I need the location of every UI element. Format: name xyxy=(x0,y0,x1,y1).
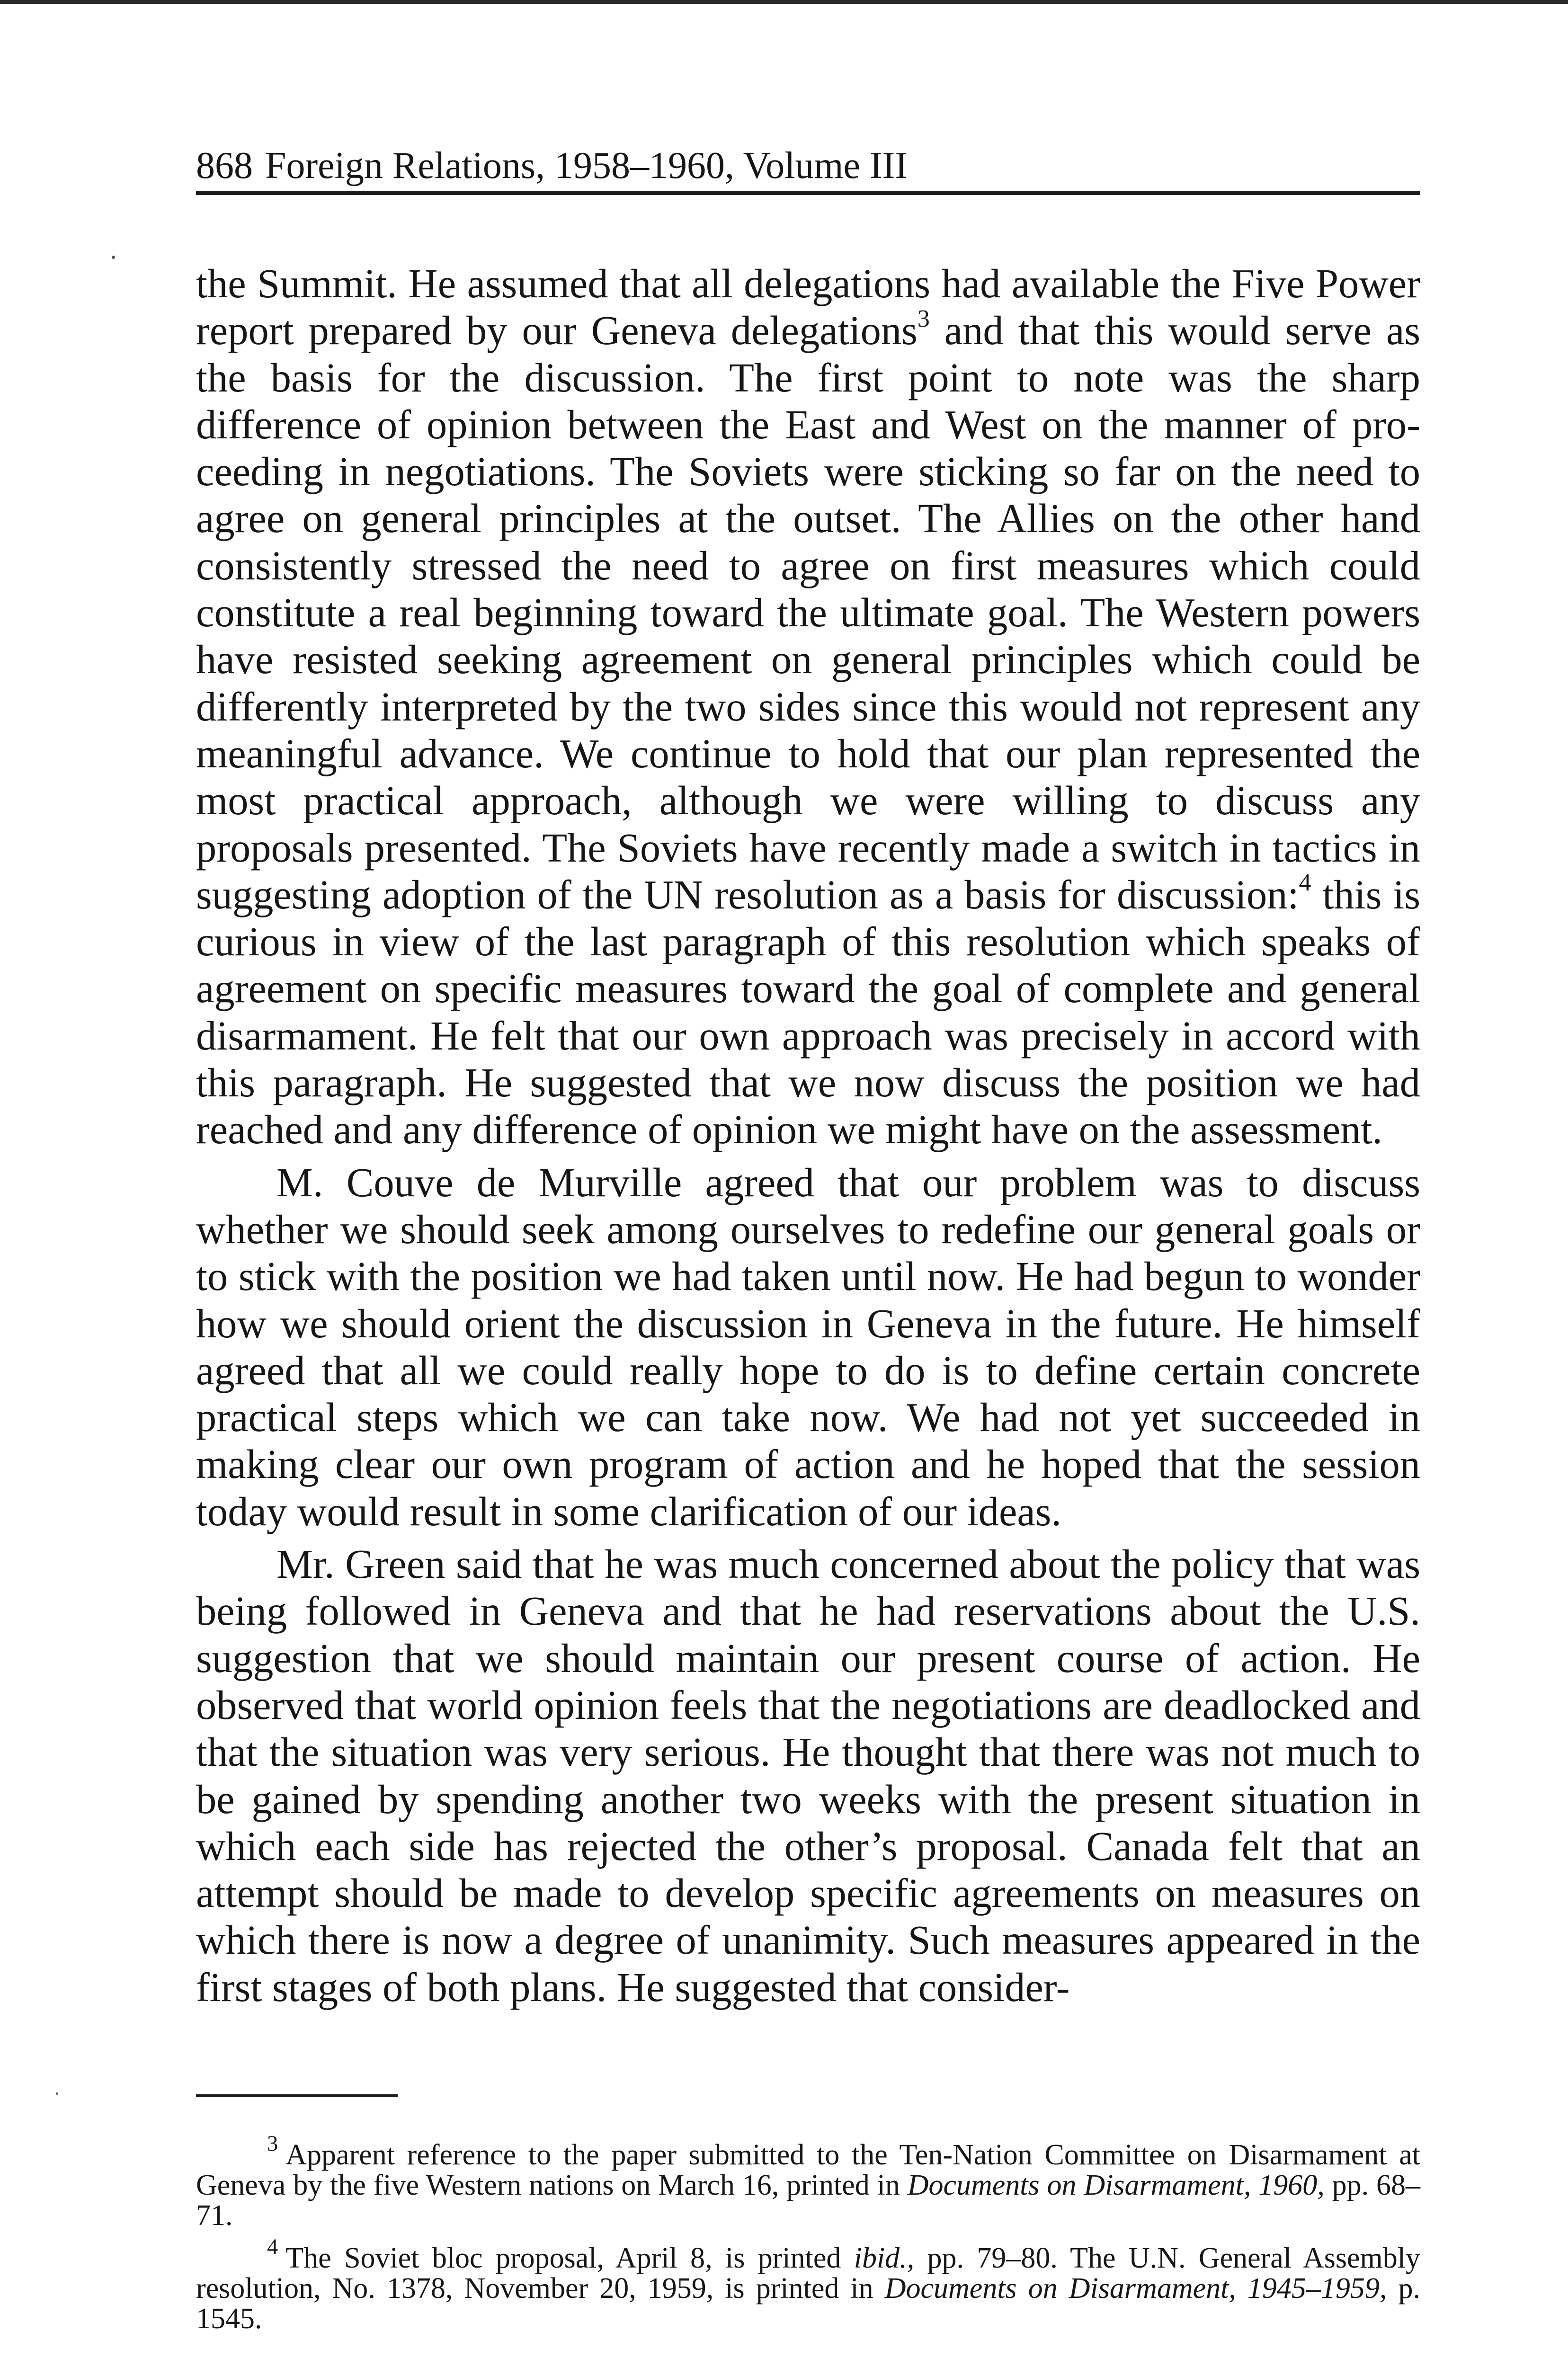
scan-speck xyxy=(56,2092,58,2095)
footnote-4-citation: Documents on Disarmament, 1945–1959, xyxy=(884,2272,1387,2305)
page-number: 868 xyxy=(196,145,253,187)
footnote-ref-4: 4 xyxy=(1299,869,1311,897)
running-header xyxy=(196,138,1420,195)
footnote-3 xyxy=(196,2132,1420,2232)
footnote-4-pages: p. 1545. xyxy=(196,2272,1421,2335)
footnote-4-text-b: pp. 79–80. The U.N. General Assembly resolution, No. 1378, November 20, 1959, is printed in xyxy=(196,2242,1420,2305)
paragraph-3: Mr. Green said that he was much concerned about the policy that was being followed in Geneva and that he had reservations about the U.S. suggestion that we should maintain our present course of action. He observed that world opinion feels that the negotiations are deadlocked and that the situation was very serious. He thought that there was not much to be gained by spending another two weeks with the present situation in which each side has rejected the other’s proposal. Canada felt that an attempt should be made to develop specific agreements on measures on which there is now a degree of unanimity. Such measures appeared in the first stages of both plans. He suggested that consider- xyxy=(196,1541,1420,2010)
footnote-4-ibid: ibid., xyxy=(854,2242,915,2274)
body-text xyxy=(196,260,1420,2011)
footnote-3-marker: 3 xyxy=(267,2132,278,2156)
footnote-4-text-a: The Soviet bloc proposal, April 8, is printed xyxy=(285,2242,854,2274)
footnote-4 xyxy=(196,2235,1421,2335)
scan-top-border xyxy=(0,0,1568,4)
paragraph-1-part-a: the Summit. He assumed that all delegations had available the Five Power report prepared by our Geneva delegations xyxy=(196,261,1420,354)
scan-speck xyxy=(112,256,115,259)
footnote-3-text: Apparent reference to the paper submitted to the Ten-Nation Committee on Disarmament at Geneva by the five Western nations on March 16, printed in xyxy=(196,2139,1420,2201)
footnotes xyxy=(196,2132,1421,2335)
footnote-ref-3: 3 xyxy=(917,305,930,332)
running-title: Foreign Relations, 1958–1960, Volume III xyxy=(265,145,908,187)
paragraph-1 xyxy=(196,260,1420,1154)
footnote-3-pages: pp. 68–71. xyxy=(196,2169,1420,2232)
paragraph-1-part-b: and that this would serve as the basis for the discussion. The first point to note was the sharp difference of opinion between the East and West on the manner of proceeding in negotiations. The Soviets were sticking so far on the need to agree on general principles at the outset. The Allies on the other hand consistently stressed the need to agree on first measures which could constitute a real beginning toward the ultimate goal. The Western powers have resisted seeking agreement on general principles which could be differently interpreted by the two sides since this would not represent any meaningful advance. We continue to hold that our plan represented the most practical approach, although we were willing to discuss any proposals presented. The Soviets have recently made a switch in tactics in suggesting adoption of the UN resolution as a basis for discussion: xyxy=(196,308,1420,917)
footnote-3-citation: Documents on Disarmament, 1960, xyxy=(907,2169,1325,2201)
paragraph-1-part-c: this is curious in view of the last paragraph of this resolution which speaks of agreement on specific measures toward the goal of complete and general disarmament. He felt that our own approach was precisely in accord with this paragraph. He suggested that we now discuss the position we had reached and any difference of opinion we might have on the assessment. xyxy=(196,872,1420,1153)
footnote-4-marker: 4 xyxy=(267,2235,278,2260)
footnote-separator xyxy=(196,2094,398,2097)
header-rule xyxy=(196,191,1420,195)
running-header-text xyxy=(196,144,908,187)
paragraph-2: M. Couve de Murville agreed that our problem was to discuss whether we should seek among ourselves to redefine our general goals or to stick with the position we had taken until now. He had begun to wonder how we should orient the discussion in Geneva in the future. He himself agreed that all we could really hope to do is to define certain concrete practical steps which we can take now. We had not yet succeeded in making clear our own program of action and he hoped that the session today would result in some clarification of our ideas. xyxy=(196,1159,1420,1534)
